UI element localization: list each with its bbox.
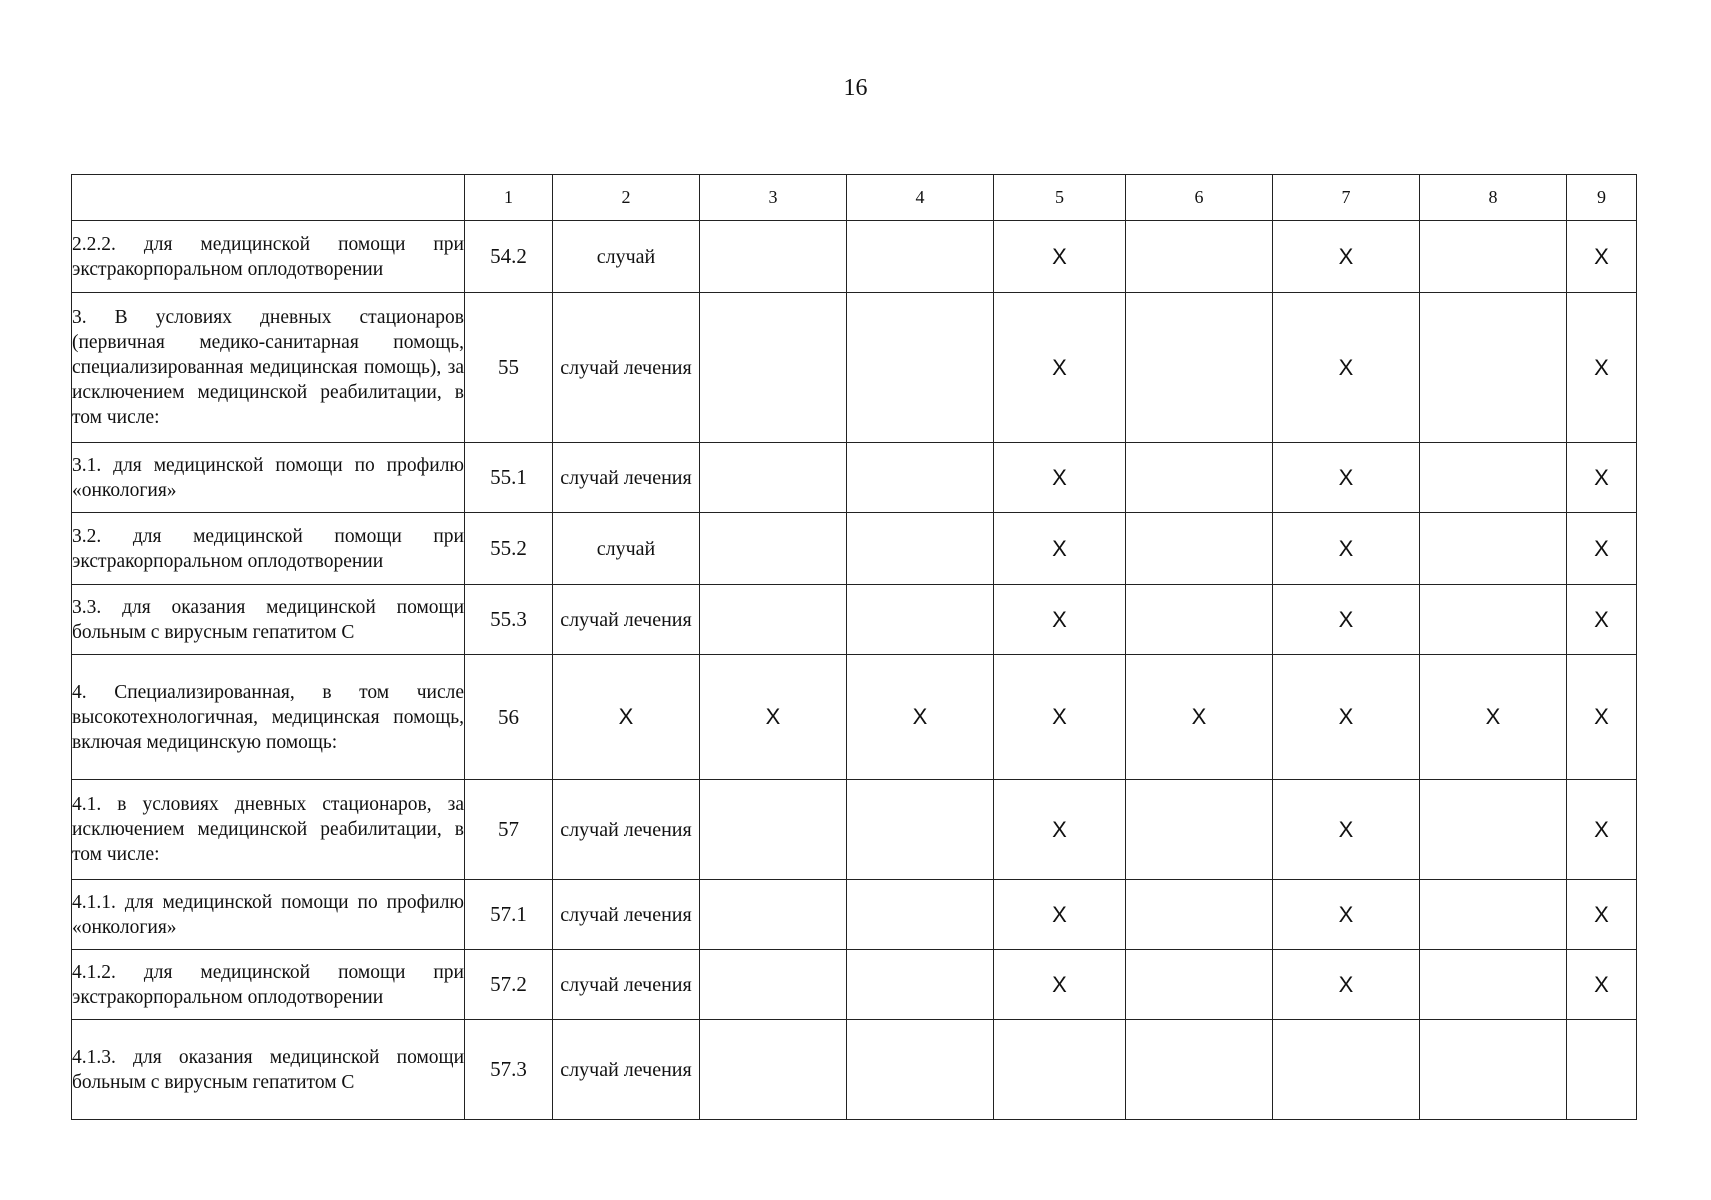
- cell-col7: X: [1273, 880, 1420, 950]
- cell-col9: X: [1567, 221, 1637, 293]
- cell-col6: [1126, 1020, 1273, 1120]
- cell-col9: X: [1567, 585, 1637, 655]
- cell-col8: [1420, 293, 1567, 443]
- cell-col8: [1420, 780, 1567, 880]
- cell-col7: X: [1273, 221, 1420, 293]
- row-code: 57.1: [465, 880, 553, 950]
- row-description: 3.3. для оказания медицинской помощи больным с вирусным гепатитом С: [72, 585, 465, 655]
- row-description: 2.2.2. для медицинской помощи при экстракорпоральном оплодотворении: [72, 221, 465, 293]
- cell-col7: X: [1273, 443, 1420, 513]
- cell-col3: [700, 780, 847, 880]
- cell-col6: [1126, 585, 1273, 655]
- table-row: [72, 443, 1637, 513]
- cell-col4: [847, 1020, 994, 1120]
- row-description: 3.1. для медицинской помощи по профилю «онкология»: [72, 443, 465, 513]
- cell-col8: [1420, 585, 1567, 655]
- cell-col5: X: [994, 780, 1126, 880]
- cell-col4: X: [847, 655, 994, 780]
- table-row: [72, 1020, 1637, 1120]
- row-code: 55.1: [465, 443, 553, 513]
- row-unit: случай: [553, 221, 700, 293]
- cell-col9: X: [1567, 950, 1637, 1020]
- cell-col6: [1126, 780, 1273, 880]
- column-number: 4: [847, 175, 994, 221]
- cell-col5: X: [994, 513, 1126, 585]
- cell-col5: X: [994, 950, 1126, 1020]
- table-row: [72, 293, 1637, 443]
- cell-col9: X: [1567, 443, 1637, 513]
- cell-col5: [994, 1020, 1126, 1120]
- row-code: 54.2: [465, 221, 553, 293]
- cell-col9: X: [1567, 880, 1637, 950]
- cell-col9: X: [1567, 780, 1637, 880]
- cell-col3: [700, 221, 847, 293]
- row-code: 55: [465, 293, 553, 443]
- cell-col7: X: [1273, 513, 1420, 585]
- cell-col5: X: [994, 655, 1126, 780]
- column-number: 9: [1567, 175, 1637, 221]
- row-description: 4. Специализированная, в том числе высокотехнологичная, медицинская помощь, включая медицинскую помощь:: [72, 655, 465, 780]
- cell-col9: [1567, 1020, 1637, 1120]
- cell-col9: X: [1567, 513, 1637, 585]
- cell-col3: [700, 880, 847, 950]
- row-code: 57: [465, 780, 553, 880]
- row-description: 3. В условиях дневных стационаров (первичная медико-санитарная помощь, специализированная медицинская помощь), за исключением медицинской реабилитации, в том числе:: [72, 293, 465, 443]
- cell-col9: X: [1567, 293, 1637, 443]
- row-unit: случай лечения: [553, 1020, 700, 1120]
- cell-col6: [1126, 293, 1273, 443]
- cell-col7: X: [1273, 780, 1420, 880]
- cell-col5: X: [994, 880, 1126, 950]
- table-row: [72, 513, 1637, 585]
- cell-col3: [700, 1020, 847, 1120]
- cell-col6: X: [1126, 655, 1273, 780]
- cell-col6: [1126, 443, 1273, 513]
- cell-col6: [1126, 513, 1273, 585]
- row-code: 57.2: [465, 950, 553, 1020]
- cell-col3: [700, 950, 847, 1020]
- row-unit: случай лечения: [553, 585, 700, 655]
- row-unit: случай лечения: [553, 880, 700, 950]
- column-number: 2: [553, 175, 700, 221]
- cell-col6: [1126, 880, 1273, 950]
- row-code: 57.3: [465, 1020, 553, 1120]
- cell-col8: [1420, 443, 1567, 513]
- row-description: 4.1.1. для медицинской помощи по профилю «онкология»: [72, 880, 465, 950]
- cell-col7: X: [1273, 655, 1420, 780]
- cell-col4: [847, 443, 994, 513]
- cell-col7: X: [1273, 950, 1420, 1020]
- cell-col7: [1273, 1020, 1420, 1120]
- cell-col5: X: [994, 221, 1126, 293]
- cell-col5: X: [994, 443, 1126, 513]
- cell-col7: X: [1273, 585, 1420, 655]
- row-unit: случай лечения: [553, 780, 700, 880]
- cell-col6: [1126, 221, 1273, 293]
- row-unit: случай: [553, 513, 700, 585]
- header-blank-cell: [72, 175, 465, 221]
- cell-col8: [1420, 880, 1567, 950]
- column-number: 5: [994, 175, 1126, 221]
- cell-col3: [700, 585, 847, 655]
- cell-col4: [847, 293, 994, 443]
- cell-col6: [1126, 950, 1273, 1020]
- column-number: 7: [1273, 175, 1420, 221]
- row-unit: случай лечения: [553, 950, 700, 1020]
- cell-col8: [1420, 513, 1567, 585]
- cell-col3: [700, 293, 847, 443]
- row-description: 3.2. для медицинской помощи при экстракорпоральном оплодотворении: [72, 513, 465, 585]
- data-table: [71, 174, 1637, 1120]
- cell-col4: [847, 780, 994, 880]
- column-number: 6: [1126, 175, 1273, 221]
- column-number-row: [72, 175, 1637, 221]
- column-number: 3: [700, 175, 847, 221]
- row-unit: случай лечения: [553, 443, 700, 513]
- row-code: 55.3: [465, 585, 553, 655]
- table-row: [72, 585, 1637, 655]
- column-number: 8: [1420, 175, 1567, 221]
- cell-col5: X: [994, 585, 1126, 655]
- cell-col8: X: [1420, 655, 1567, 780]
- row-code: 55.2: [465, 513, 553, 585]
- cell-col4: [847, 585, 994, 655]
- row-description: 4.1. в условиях дневных стационаров, за исключением медицинской реабилитации, в том числе:: [72, 780, 465, 880]
- cell-col3: [700, 443, 847, 513]
- row-description: 4.1.3. для оказания медицинской помощи больным с вирусным гепатитом С: [72, 1020, 465, 1120]
- cell-col4: [847, 513, 994, 585]
- cell-col9: X: [1567, 655, 1637, 780]
- row-code: 56: [465, 655, 553, 780]
- cell-col8: [1420, 1020, 1567, 1120]
- cell-col3: [700, 513, 847, 585]
- cell-col8: [1420, 221, 1567, 293]
- cell-col8: [1420, 950, 1567, 1020]
- table-row: [72, 655, 1637, 780]
- row-unit: X: [553, 655, 700, 780]
- table-row: [72, 780, 1637, 880]
- page-number: 16: [843, 75, 868, 101]
- cell-col4: [847, 950, 994, 1020]
- table-row: [72, 950, 1637, 1020]
- cell-col5: X: [994, 293, 1126, 443]
- cell-col7: X: [1273, 293, 1420, 443]
- row-unit: случай лечения: [553, 293, 700, 443]
- cell-col3: X: [700, 655, 847, 780]
- cell-col4: [847, 880, 994, 950]
- column-number: 1: [465, 175, 553, 221]
- row-description: 4.1.2. для медицинской помощи при экстракорпоральном оплодотворении: [72, 950, 465, 1020]
- table-row: [72, 880, 1637, 950]
- cell-col4: [847, 221, 994, 293]
- table-row: [72, 221, 1637, 293]
